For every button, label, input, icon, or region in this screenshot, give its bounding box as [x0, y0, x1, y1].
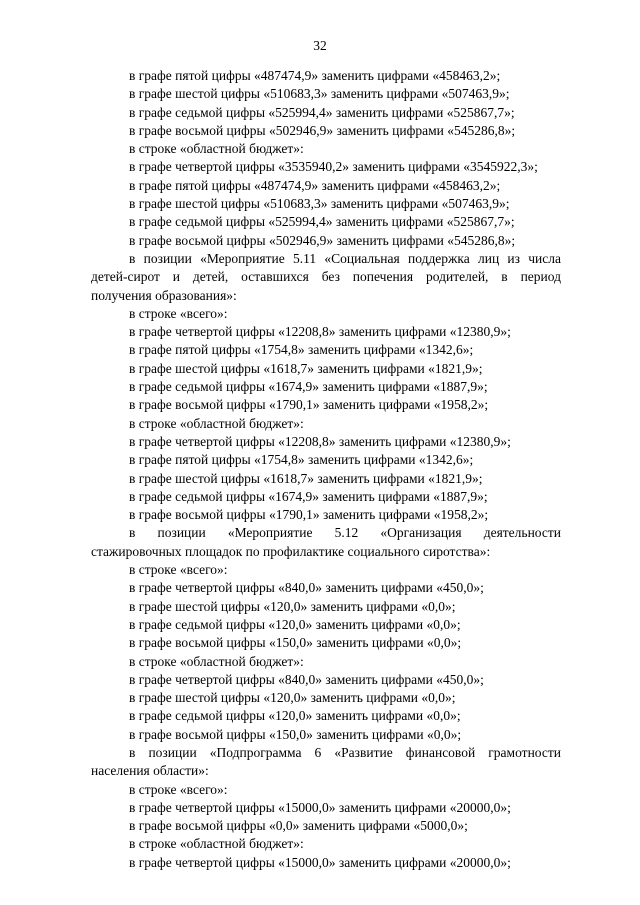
text-line: в графе пятой цифры «487474,9» заменить цифрами «458463,2»; — [129, 68, 501, 83]
text-line: в графе восьмой цифры «502946,9» заменить цифрами «545286,8»; — [129, 122, 516, 138]
text-line: в графе пятой цифры «1754,8» заменить цифрами «1342,6»; — [129, 342, 474, 358]
text-line: стажировочных площадок по профилактике социального сиротства»: — [91, 543, 491, 559]
text-line: в строке «областной бюджет»: — [129, 836, 304, 852]
text-line: в графе четвертой цифры «840,0» заменить цифрами «450,0»; — [129, 580, 484, 596]
text-line: в графе седьмой цифры «525994,4» заменить цифрами «525867,7»; — [129, 104, 515, 120]
text-line: в графе восьмой цифры «502946,9» заменить цифрами «545286,8»; — [129, 232, 516, 248]
text-line: в строке «областной бюджет»: — [129, 141, 304, 157]
text-line: населения области»: — [91, 763, 209, 779]
text-line: в графе восьмой цифры «150,0» заменить цифрами «0,0»; — [129, 635, 462, 651]
text-line: в графе седьмой цифры «120,0» заменить цифрами «0,0»; — [129, 708, 461, 724]
text-line: в строке «областной бюджет»: — [129, 653, 304, 669]
text-line: получения образования»: — [91, 287, 237, 303]
page-number: 32 — [313, 38, 327, 53]
text-line: в графе седьмой цифры «1674,9» заменить цифрами «1887,9»; — [129, 488, 488, 504]
text-line: в графе шестой цифры «120,0» заменить цифрами «0,0»; — [129, 690, 456, 706]
text-line: в строке «областной бюджет»: — [129, 415, 304, 431]
text-line: в графе пятой цифры «1754,8» заменить цифрами «1342,6»; — [129, 452, 474, 468]
text-line: в графе восьмой цифры «150,0» заменить цифрами «0,0»; — [129, 726, 462, 742]
text-line: в графе шестой цифры «510683,3» заменить цифрами «507463,9»; — [129, 196, 510, 212]
text-line: в графе четвертой цифры «15000,0» заменить цифрами «20000,0»; — [129, 799, 511, 815]
text-line: в графе восьмой цифры «1790,1» заменить цифрами «1958,2»; — [129, 507, 489, 523]
text-line: в графе четвертой цифры «840,0» заменить цифрами «450,0»; — [129, 671, 484, 687]
text-line: в графе шестой цифры «120,0» заменить цифрами «0,0»; — [129, 598, 456, 614]
text-line: в графе седьмой цифры «525994,4» заменить цифрами «525867,7»; — [129, 214, 515, 230]
text-line: в позиции «Мероприятие 5.11 «Социальная поддержка лиц из числа — [129, 250, 561, 266]
text-line: в графе седьмой цифры «120,0» заменить цифрами «0,0»; — [129, 616, 461, 632]
text-line: в графе восьмой цифры «1790,1» заменить цифрами «1958,2»; — [129, 397, 489, 413]
text-line: в графе шестой цифры «1618,7» заменить цифрами «1821,9»; — [129, 470, 483, 486]
text-line: в графе шестой цифры «510683,3» заменить цифрами «507463,9»; — [129, 86, 510, 102]
text-line: в позиции «Подпрограмма 6 «Развитие финансовой грамотности — [129, 744, 561, 760]
text-line: в графе четвертой цифры «12208,8» заменить цифрами «12380,9»; — [129, 433, 511, 449]
text-line: в графе восьмой цифры «0,0» заменить цифрами «5000,0»; — [129, 818, 468, 834]
text-line: в графе четвертой цифры «15000,0» заменить цифрами «20000,0»; — [129, 854, 511, 870]
text-line: в позиции «Мероприятие 5.12 «Организация деятельности — [129, 525, 561, 541]
text-line: детей-сирот и детей, оставшихся без попечения родителей, в период — [91, 269, 561, 285]
text-line: в графе пятой цифры «487474,9» заменить цифрами «458463,2»; — [129, 177, 501, 193]
text-line: в строке «всего»: — [129, 562, 228, 578]
text-line: в строке «всего»: — [129, 781, 228, 797]
text-line: в строке «всего»: — [129, 305, 228, 321]
text-line: в графе четвертой цифры «3535940,2» заменить цифрами «3545922,3»; — [129, 159, 538, 175]
text-line: в графе четвертой цифры «12208,8» заменить цифрами «12380,9»; — [129, 324, 511, 340]
text-line: в графе шестой цифры «1618,7» заменить цифрами «1821,9»; — [129, 360, 483, 376]
document-body — [91, 67, 561, 872]
text-line: в графе седьмой цифры «1674,9» заменить цифрами «1887,9»; — [129, 379, 488, 395]
